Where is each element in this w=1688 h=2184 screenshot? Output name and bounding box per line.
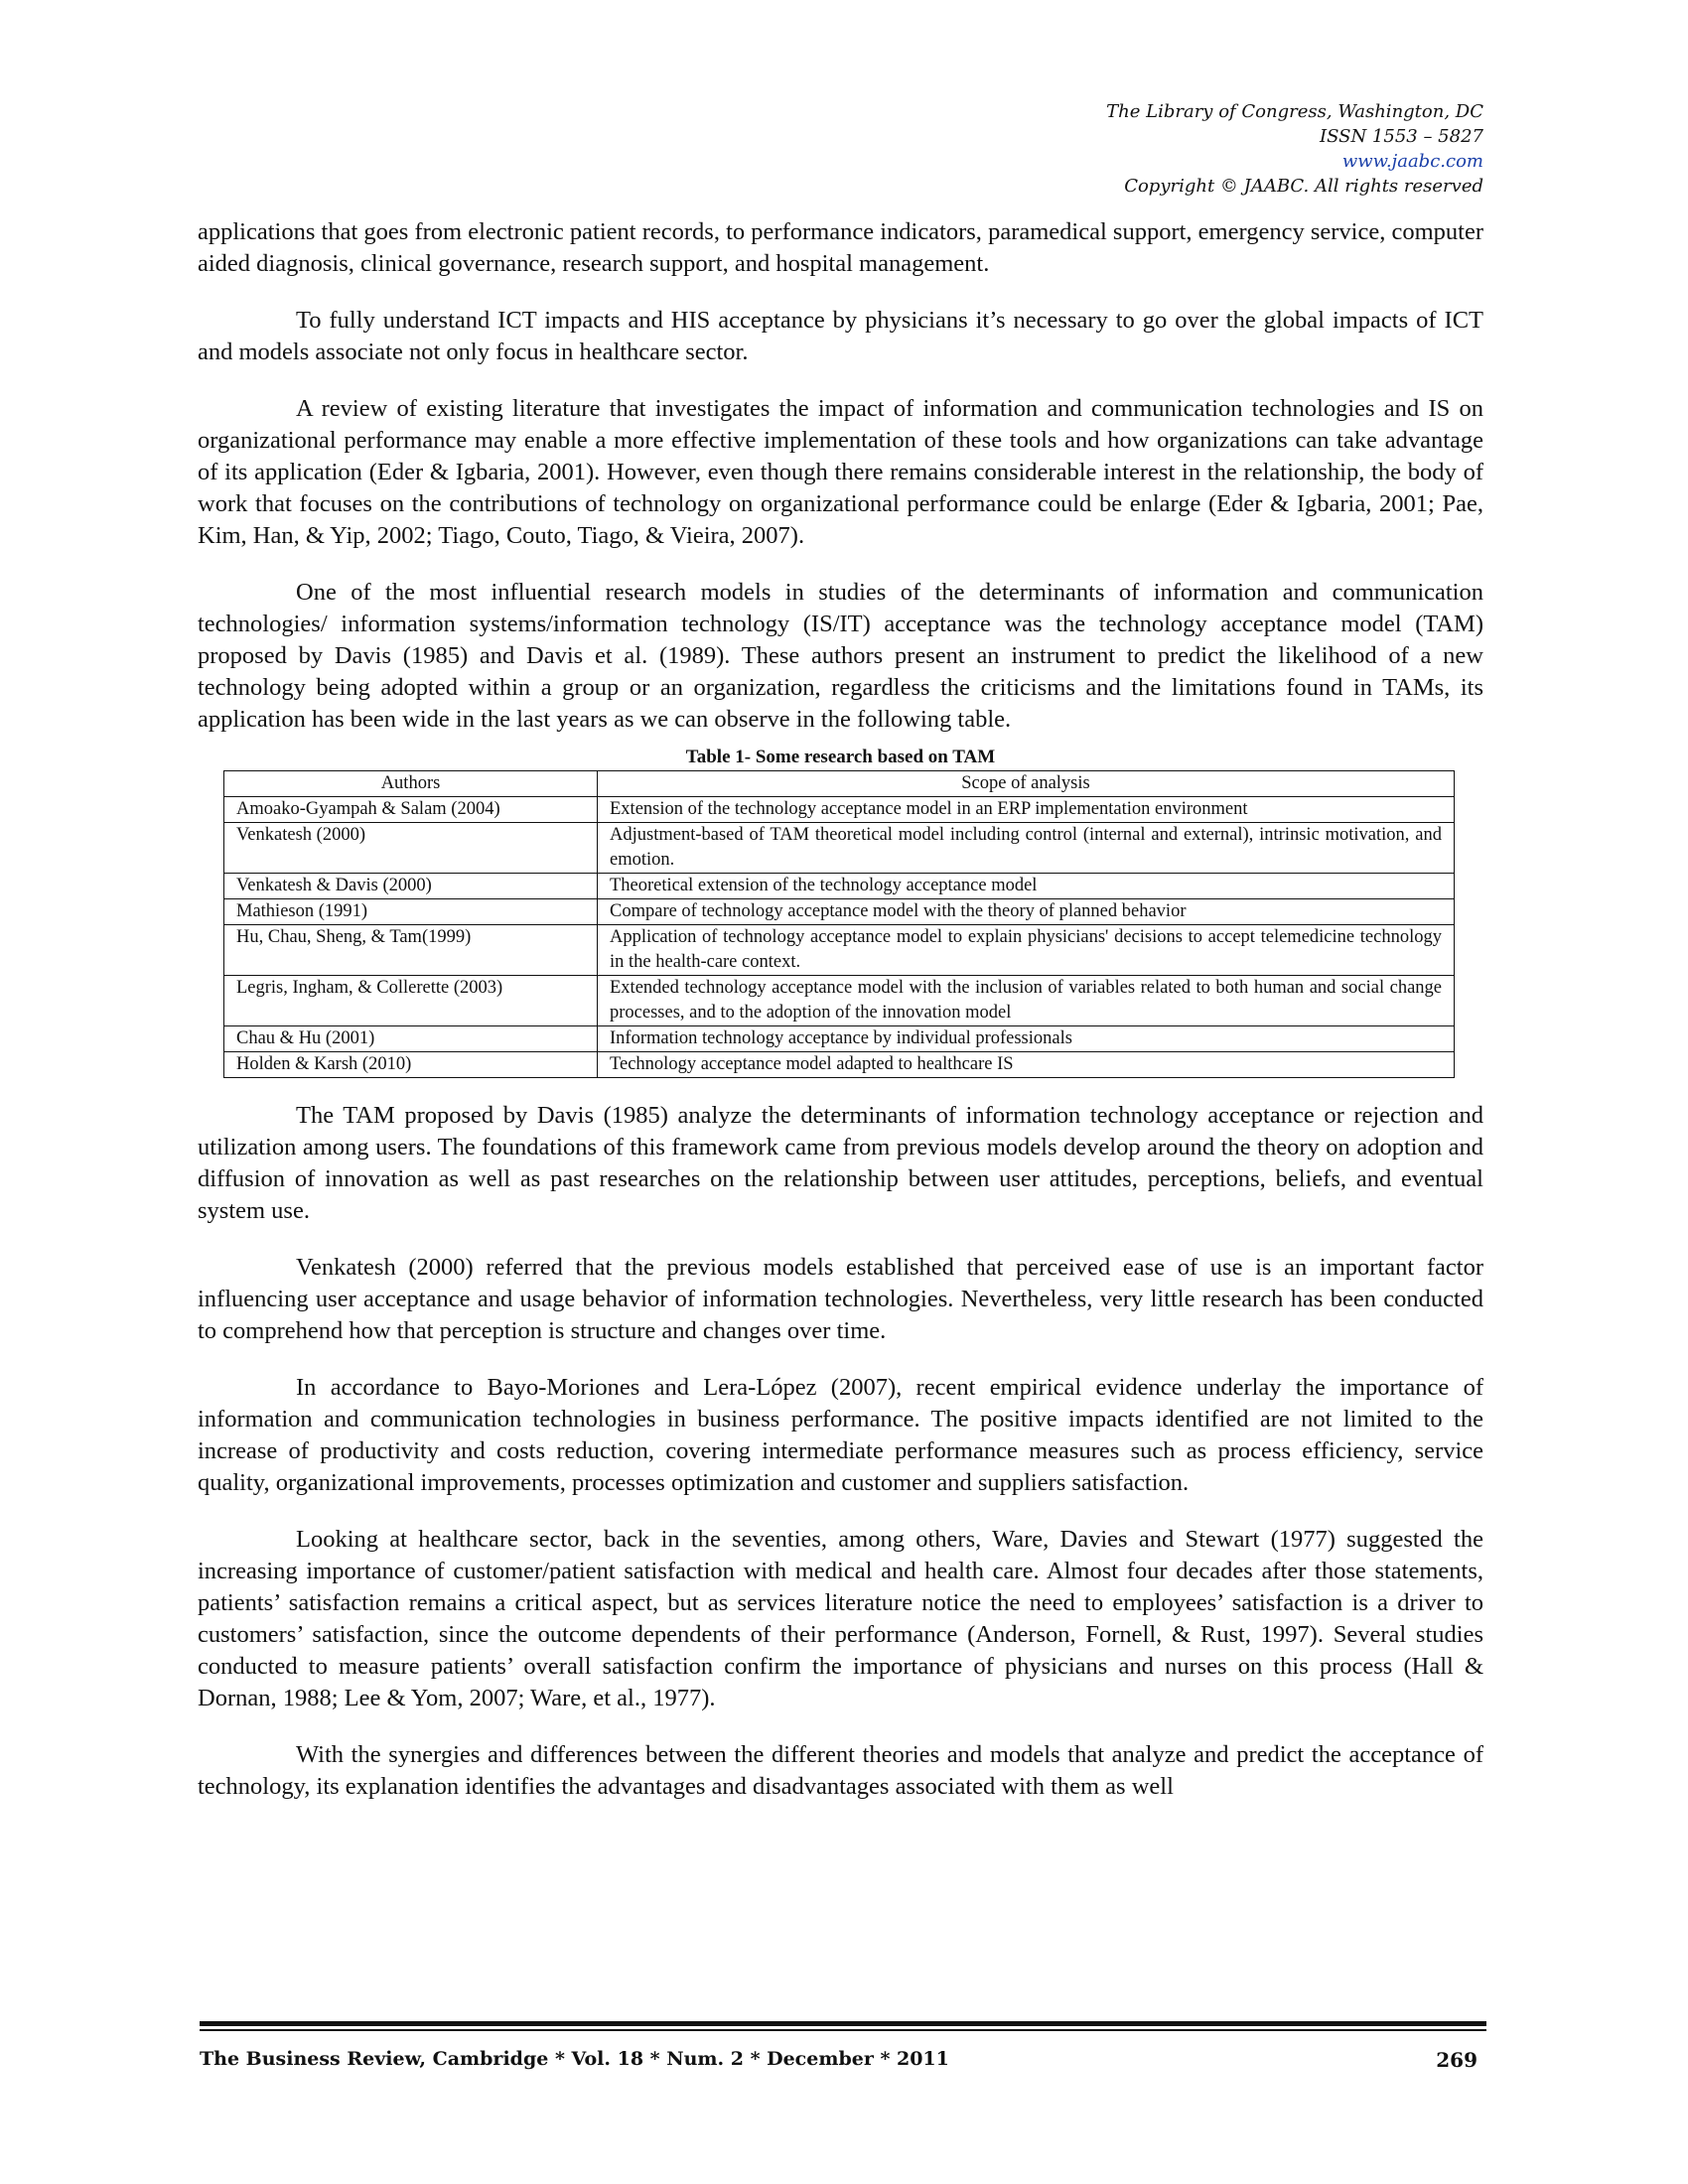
- body-paragraph: To fully understand ICT impacts and HIS acceptance by physicians it’s necessary to go over the global impacts of ICT and models associate not only focus in healthcare sector.: [198, 307, 1483, 365]
- body-paragraph: applications that goes from electronic patient records, to performance indicators, paramedical support, emergency service, computer aided diagnosis, clinical governance, research support, and hospital management.: [198, 218, 1483, 277]
- column-header-authors: Authors: [224, 771, 598, 797]
- author-cell: Venkatesh & Davis (2000): [224, 874, 598, 899]
- footer-divider: [200, 2021, 1486, 2026]
- table-row: [224, 925, 1455, 976]
- column-header-scope: Scope of analysis: [598, 771, 1455, 797]
- tam-research-table: [223, 770, 1455, 1078]
- author-cell: Hu, Chau, Sheng, & Tam(1999): [224, 925, 598, 976]
- body-paragraph: A review of existing literature that investigates the impact of information and communication technologies and IS on organizational performance may enable a more effective implementation of these tools and how organizations can take advantage of its application (Eder & Igbaria, 2001). However, even though there remains considerable interest in the relationship, the body of work that focuses on the contributions of technology on organizational performance could be enlarge (Eder & Igbaria, 2001; Pae, Kim, Han, & Yip, 2002; Tiago, Couto, Tiago, & Vieira, 2007).: [198, 395, 1483, 549]
- header-url-link[interactable]: www.jaabc.com: [1341, 151, 1483, 172]
- table-caption: Table 1- Some research based on TAM: [685, 747, 996, 767]
- table-row: [224, 797, 1455, 823]
- table-header-row: [224, 771, 1455, 797]
- author-cell: Venkatesh (2000): [224, 823, 598, 874]
- body-paragraph: Looking at healthcare sector, back in the seventies, among others, Ware, Davies and Stewart (1977) suggested the increasing importance of customer/patient satisfaction with medical and health care. Almost four decades after those statements, patients’ satisfaction remains a critical aspect, but as services literature notice the need to employees’ satisfaction is a driver to customers’ satisfaction, since the outcome dependents of their performance (Anderson, Fornell, & Rust, 1997). Several studies conducted to measure patients’ overall satisfaction confirm the importance of physicians and nurses on this process (Hall & Dornan, 1988; Lee & Yom, 2007; Ware, et al., 1977).: [198, 1526, 1483, 1711]
- body-paragraph: Venkatesh (2000) referred that the previous models established that perceived ease of use is an important factor influencing user acceptance and usage behavior of information technologies. Nevertheless, very little research has been conducted to comprehend how that perception is structure and changes over time.: [198, 1254, 1483, 1344]
- table-row: [224, 874, 1455, 899]
- page-number: 269: [1436, 2048, 1477, 2072]
- footer-journal-info: The Business Review, Cambridge * Vol. 18 * Num. 2 * December * 2011: [200, 2048, 949, 2070]
- scope-cell: Technology acceptance model adapted to healthcare IS: [598, 1052, 1455, 1078]
- table-row: [224, 823, 1455, 874]
- scope-cell: Extended technology acceptance model with the inclusion of variables related to both human and social change processes, and to the adoption of the innovation model: [598, 976, 1455, 1026]
- table-row: [224, 899, 1455, 925]
- header-issn: ISSN 1553 – 5827: [1320, 126, 1483, 147]
- table-row: [224, 976, 1455, 1026]
- page-header: [1106, 99, 1483, 199]
- scope-cell: Compare of technology acceptance model with the theory of planned behavior: [598, 899, 1455, 925]
- scope-cell: Extension of the technology acceptance model in an ERP implementation environment: [598, 797, 1455, 823]
- table-row: [224, 1026, 1455, 1052]
- scope-cell: Adjustment-based of TAM theoretical model including control (internal and external), intrinsic motivation, and emotion.: [598, 823, 1455, 874]
- scope-cell: Application of technology acceptance model to explain physicians' decisions to accept telemedicine technology in the health-care context.: [598, 925, 1455, 976]
- table-row: [224, 1052, 1455, 1078]
- body-paragraph: The TAM proposed by Davis (1985) analyze the determinants of information technology acceptance or rejection and utilization among users. The foundations of this framework came from previous models develop around the theory on adoption and diffusion of innovation as well as past researches on the relationship between user attitudes, perceptions, beliefs, and eventual system use.: [198, 1102, 1483, 1224]
- body-paragraph: In accordance to Bayo-Moriones and Lera-López (2007), recent empirical evidence underlay the importance of information and communication technologies in business performance. The positive impacts identified are not limited to the increase of productivity and costs reduction, covering intermediate performance measures such as process efficiency, service quality, organizational improvements, processes optimization and customer and suppliers satisfaction.: [198, 1374, 1483, 1496]
- author-cell: Legris, Ingham, & Collerette (2003): [224, 976, 598, 1026]
- author-cell: Amoako-Gyampah & Salam (2004): [224, 797, 598, 823]
- page-body: [198, 216, 1483, 1828]
- body-paragraph: With the synergies and differences between the different theories and models that analyze and predict the acceptance of technology, its explanation identifies the advantages and disadvantages associated with them as well: [198, 1741, 1483, 1800]
- header-copyright: Copyright © JAABC. All rights reserved: [1124, 176, 1483, 197]
- footer-divider: [200, 2029, 1486, 2031]
- author-cell: Chau & Hu (2001): [224, 1026, 598, 1052]
- scope-cell: Information technology acceptance by individual professionals: [598, 1026, 1455, 1052]
- header-library: The Library of Congress, Washington, DC: [1106, 101, 1483, 122]
- author-cell: Mathieson (1991): [224, 899, 598, 925]
- author-cell: Holden & Karsh (2010): [224, 1052, 598, 1078]
- body-paragraph: One of the most influential research models in studies of the determinants of information and communication technologies/ information systems/information technology (IS/IT) acceptance was the technology acceptance model (TAM) proposed by Davis (1985) and Davis et al. (1989). These authors present an instrument to predict the likelihood of a new technology being adopted within a group or an organization, regardless the criticisms and the limitations found in TAMs, its application has been wide in the last years as we can observe in the following table.: [198, 579, 1483, 733]
- scope-cell: Theoretical extension of the technology acceptance model: [598, 874, 1455, 899]
